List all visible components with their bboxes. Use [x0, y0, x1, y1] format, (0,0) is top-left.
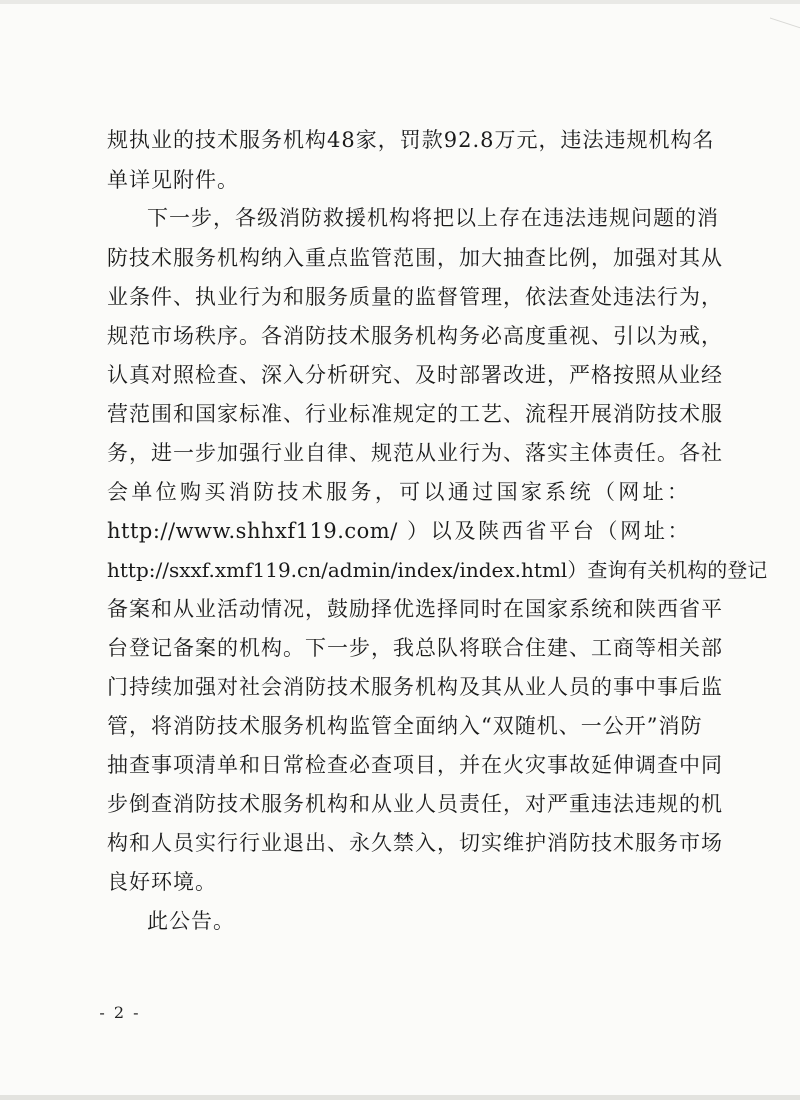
text-line: 构和人员实行行业退出、永久禁入，切实维护消防技术服务市场: [107, 831, 723, 855]
text-line: 良好环境。: [107, 870, 217, 894]
text-line: 备案和从业活动情况，鼓励择优选择同时在国家系统和陕西省平: [107, 597, 723, 621]
text-line: 营范围和国家标准、行业标准规定的工艺、流程开展消防技术服: [107, 402, 723, 426]
text-line: 单详见附件。: [107, 168, 239, 192]
text-line: 步倒查消防技术服务机构和从业人员责任，对严重违法违规的机: [107, 792, 723, 816]
text-line: 台登记备案的机构。下一步，我总队将联合住建、工商等相关部: [107, 636, 723, 660]
text-line: 管，将消防技术服务机构监管全面纳入“双随机、一公开”消防: [107, 714, 703, 738]
text-line: 认真对照检查、深入分析研究、及时部署改进，严格按照从业经: [107, 363, 723, 387]
text-line: 规执业的技术服务机构48家，罚款92.8万元，违法违规机构名: [107, 128, 715, 152]
url-line: http://www.shhxf119.com/ ）以及陕西省平台（网址：: [107, 519, 689, 543]
page-number: - 2 -: [99, 1003, 141, 1022]
text-line: 抽查事项清单和日常检查必查项目，并在火灾事故延伸调查中同: [107, 753, 723, 777]
scan-corner-mark: [770, 0, 800, 31]
text-line: 规范市场秩序。各消防技术服务机构务必高度重视、引以为戒，: [107, 324, 723, 348]
text-line: 会单位购买消防技术服务，可以通过国家系统（网址：: [107, 480, 689, 504]
scan-edge-top: [0, 0, 800, 4]
text-line: 门持续加强对社会消防技术服务机构及其从业人员的事中事后监: [107, 675, 723, 699]
url-line: http://sxxf.xmf119.cn/admin/index/index.html）查询有关机构的登记: [107, 558, 768, 582]
text-line: 业条件、执业行为和服务质量的监督管理，依法查处违法行为，: [107, 285, 723, 309]
text-line: 防技术服务机构纳入重点监管范围，加大抽查比例，加强对其从: [107, 246, 723, 270]
paragraph-start-line: 下一步，各级消防救援机构将把以上存在违法违规问题的消: [147, 206, 719, 230]
closing-line: 此公告。: [147, 909, 235, 933]
scan-edge-bottom: [0, 1095, 800, 1100]
text-line: 务，进一步加强行业自律、规范从业行为、落实主体责任。各社: [107, 441, 723, 465]
